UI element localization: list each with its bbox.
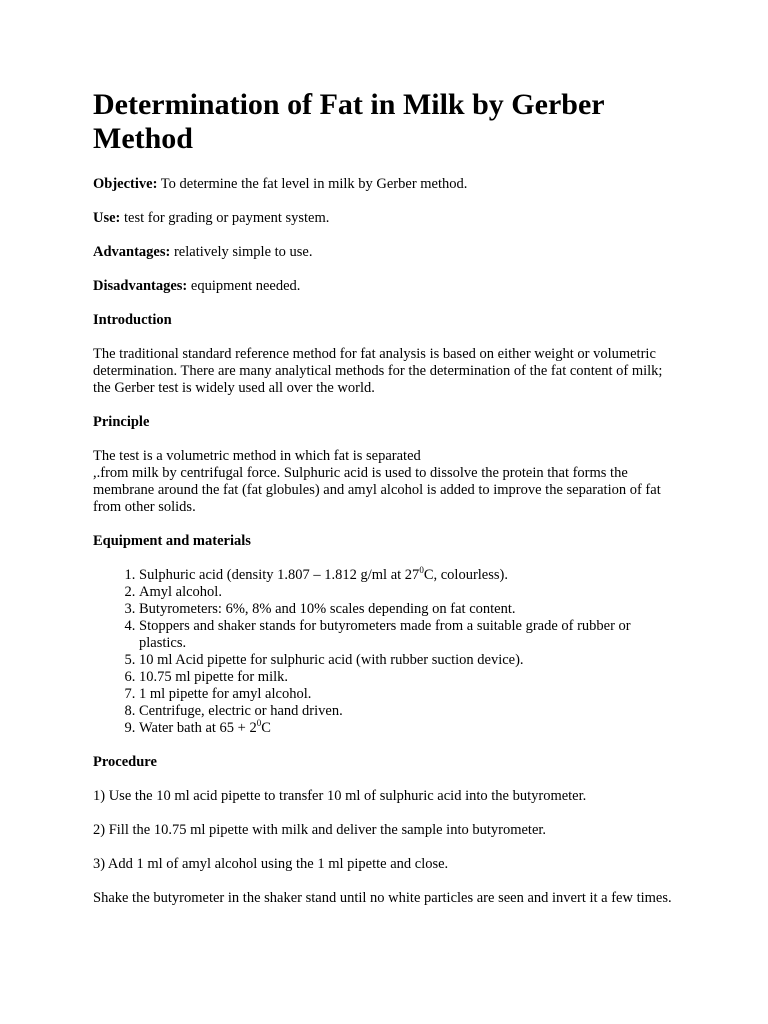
- objective-paragraph: [93, 176, 672, 193]
- equipment-item-6: 6. 10.75 ml pipette for milk.: [139, 669, 672, 686]
- procedure-note: Shake the butyrometer in the shaker stand until no white particles are seen and invert it a few times.: [93, 890, 672, 906]
- equipment-item-1: 1. Sulphuric acid (density 1.807 – 1.812 g/ml at $27^0C$, colourless).: [139, 567, 672, 584]
- objective-label: Objective:: [93, 176, 158, 192]
- advantages-paragraph: [93, 244, 672, 261]
- principle-line-2: ,.from milk by centrifugal force. Sulphuric acid is used to dissolve the protein that forms the membrane around the fat (fat globules) and amyl alcohol is added to improve the separation of fat from other solids.: [93, 465, 661, 515]
- principle-line-1: The test is a volumetric method in which fat is separated: [93, 448, 421, 464]
- equipment-item-9: 9. Water bath at $65 + 2^0C$: [139, 720, 672, 737]
- procedure-step-2: 2) Fill the 10.75 ml pipette with milk and deliver the sample into butyrometer.: [93, 822, 547, 838]
- introduction-heading: Introduction: [93, 312, 172, 328]
- equipment-item-3: 3. Butyrometers: 6%, 8% and 10% scales depending on fat content.: [139, 601, 672, 618]
- equipment-item-7: 7. 1 ml pipette for amyl alcohol.: [139, 686, 672, 703]
- equipment-item-4: 4. Stoppers and shaker stands for butyrometers made from a suitable grade of rubber or plastics.: [139, 618, 672, 652]
- equipment-heading: Equipment and materials: [93, 533, 251, 549]
- principle-body: [93, 448, 672, 516]
- procedure-step-1: 1) Use the 10 ml acid pipette to transfer 10 ml of sulphuric acid into the butyrometer.: [93, 788, 587, 804]
- use-label: Use:: [93, 210, 121, 226]
- document-title: Determination of Fat in Milk by Gerber Method: [93, 88, 605, 155]
- disadvantages-label: Disadvantages:: [93, 278, 188, 294]
- introduction-body: The traditional standard reference method for fat analysis is based on either weight or volumetric determination. There are many analytical methods for the determination of the fat content of milk; the Gerber test is widely used all over the world.: [93, 346, 663, 396]
- equipment-item-2: 2. Amyl alcohol.: [139, 584, 672, 601]
- principle-heading: Principle: [93, 414, 150, 430]
- use-paragraph: [93, 210, 672, 227]
- advantages-label: Advantages:: [93, 244, 171, 260]
- equipment-item-8: 8. Centrifuge, electric or hand driven.: [139, 703, 672, 720]
- equipment-list: [93, 567, 672, 737]
- use-text: test for grading or payment system.: [120, 210, 330, 226]
- disadvantages-paragraph: [93, 278, 672, 295]
- procedure-heading: Procedure: [93, 754, 157, 770]
- disadvantages-text: equipment needed.: [187, 278, 301, 294]
- objective-text: To determine the fat level in milk by Gerber method.: [157, 176, 468, 192]
- advantages-text: relatively simple to use.: [170, 244, 313, 260]
- equipment-item-5: 5. 10 ml Acid pipette for sulphuric acid (with rubber suction device).: [139, 652, 672, 669]
- procedure-step-3: 3) Add 1 ml of amyl alcohol using the 1 ml pipette and close.: [93, 856, 449, 872]
